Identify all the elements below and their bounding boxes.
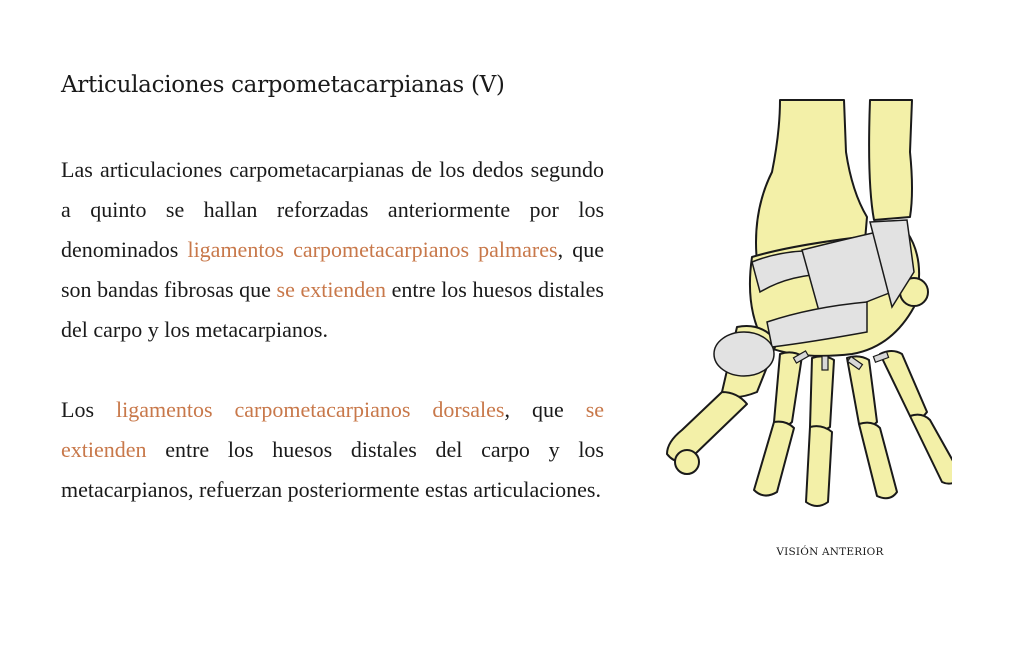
text-segment: entre los huesos distales del carpo y los metacarpianos, refuerzan posteriormente estas articulaciones.	[61, 437, 604, 502]
ring-metacarpal	[847, 356, 877, 426]
thumb-phalanx	[667, 392, 747, 461]
middle-phalanx	[806, 426, 832, 506]
highlight-term[interactable]: ligamentos carpometacarpianos palmares	[187, 237, 558, 262]
ulna-bone	[869, 100, 912, 220]
figure-caption: VISIÓN ANTERIOR	[776, 546, 884, 558]
body-text	[61, 150, 604, 510]
text-segment: Las articulaciones carpometacarpianas de los dedos segundo a quinto se hallan reforzadas anteriormente por los denominados	[61, 157, 604, 262]
thumb-tip	[675, 450, 699, 474]
page-title: Articulaciones carpometacarpianas (V)	[61, 72, 505, 98]
paragraph-dorsal-ligaments	[61, 390, 604, 510]
highlight-term[interactable]: ligamentos carpometacarpianos dorsales	[115, 397, 505, 422]
ligament-band	[714, 332, 774, 376]
text-segment: , que	[504, 397, 586, 422]
text-segment: entre los huesos distales del carpo y los metacarpianos.	[61, 277, 604, 342]
paragraph-palmar-ligaments	[61, 150, 604, 350]
index-metacarpal	[774, 352, 802, 426]
text-segment: , que son bandas fibrosas que	[61, 237, 604, 302]
highlight-term[interactable]: se extienden	[61, 397, 605, 462]
highlight-term[interactable]: se extienden	[276, 277, 386, 302]
little-metacarpal	[880, 351, 927, 418]
index-phalanx	[754, 422, 794, 496]
cmc-ligament	[822, 356, 828, 370]
little-phalanx	[910, 415, 952, 484]
hand-anatomy-illustration	[652, 92, 952, 512]
ring-phalanx	[859, 423, 897, 499]
text-segment: Los	[61, 397, 116, 422]
